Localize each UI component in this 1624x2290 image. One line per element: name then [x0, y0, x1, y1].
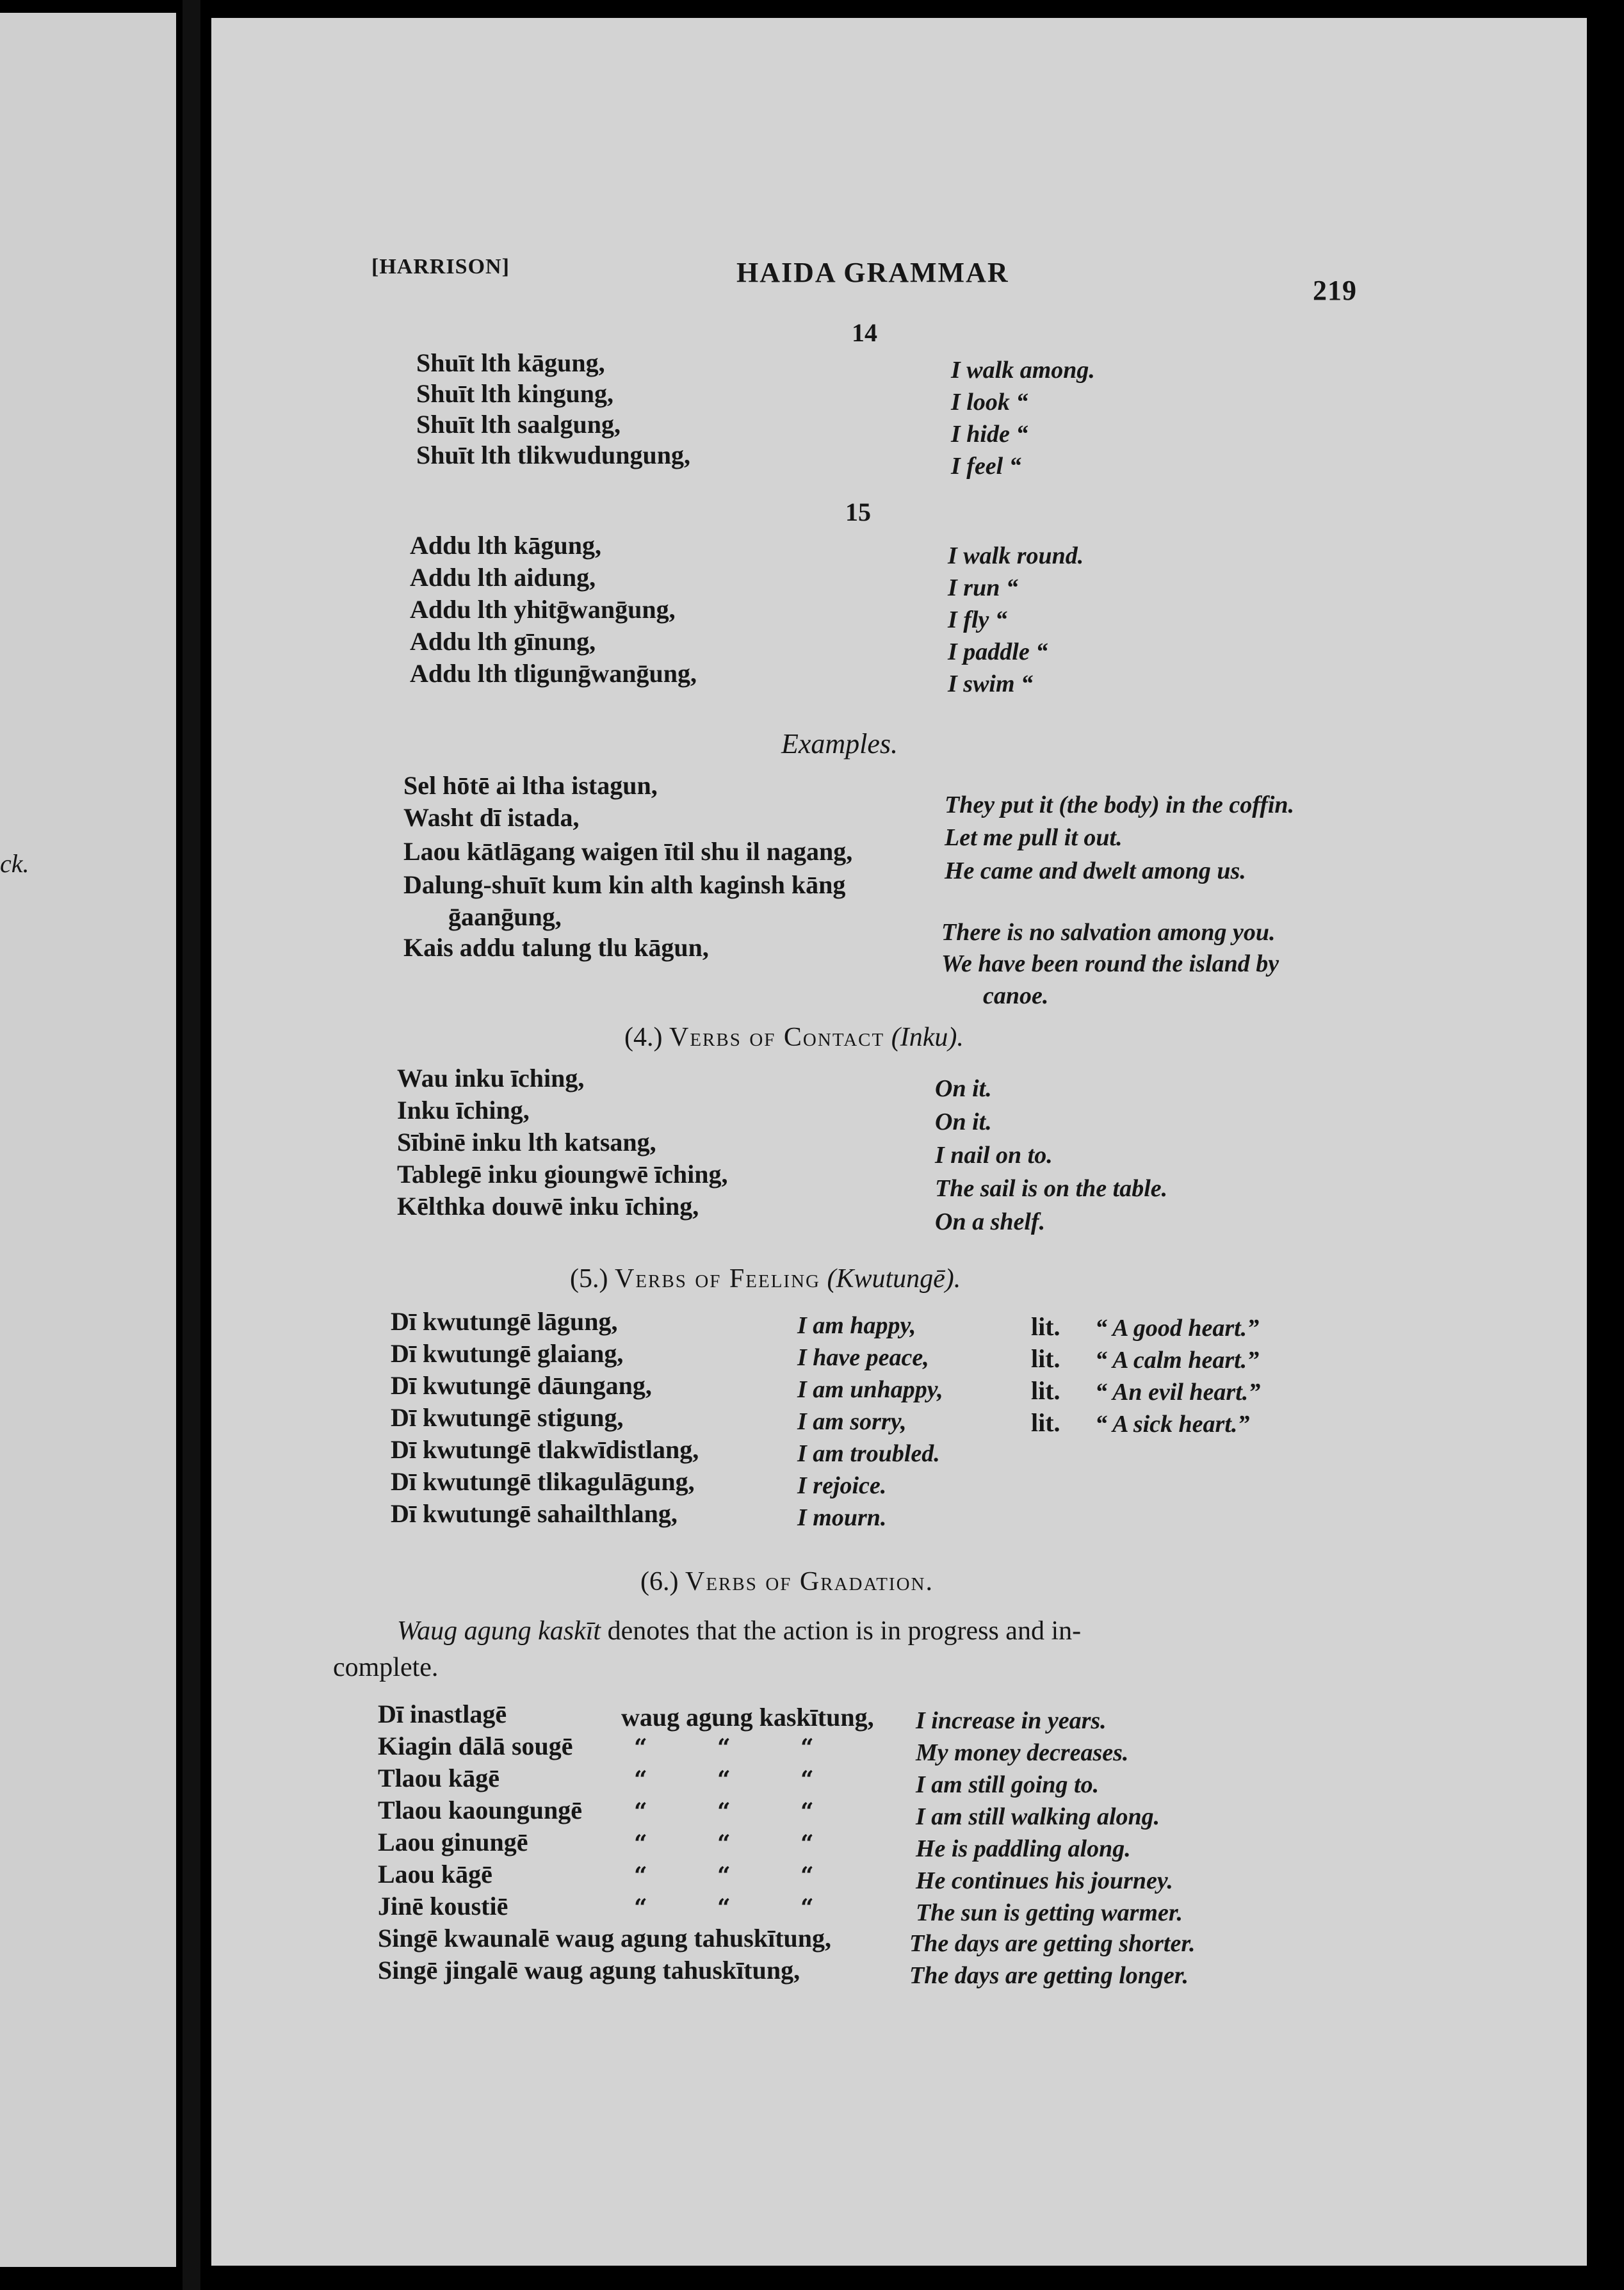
ditto-mark: “	[634, 1830, 647, 1857]
literal-gloss: “ A sick heart.”	[1095, 1411, 1250, 1438]
section-5-term: (Kwutungē).	[827, 1264, 961, 1294]
haida-line: Kēlthka douwē inku īching,	[397, 1192, 699, 1221]
haida-line: Dī kwutungē tlikagulāgung,	[391, 1467, 695, 1496]
group-number-15: 15	[845, 498, 871, 526]
ditto-mark: “	[800, 1766, 814, 1793]
haida-line: Dī inastlagē	[378, 1700, 507, 1728]
haida-line: Dalung-shuīt kum kin alth kaginsh kāng	[403, 870, 846, 899]
english-translation: I walk round.	[948, 542, 1084, 569]
english-translation: I am unhappy,	[797, 1376, 943, 1403]
section-4-term: (Inku).	[891, 1023, 964, 1052]
haida-line: Kiagin dālā sougē	[378, 1732, 573, 1760]
haida-line: Addu lth aidung,	[410, 563, 596, 592]
english-translation: He is paddling along.	[916, 1835, 1131, 1862]
haida-line: Addu lth tligunḡwanḡung,	[410, 659, 697, 688]
section-4-heading	[624, 1022, 964, 1053]
english-translation: I feel “	[951, 453, 1021, 480]
english-translation: The days are getting longer.	[909, 1962, 1189, 1989]
literal-gloss: “ An evil heart.”	[1095, 1379, 1261, 1406]
haida-line: Dī kwutungē tlakwīdistlang,	[391, 1435, 699, 1464]
haida-line: Inku īching,	[397, 1096, 530, 1125]
book-page	[211, 18, 1587, 2266]
ditto-mark: “	[717, 1862, 731, 1889]
examples-heading: Examples.	[781, 728, 898, 759]
ditto-mark: “	[800, 1894, 814, 1921]
section-4-title: Verbs of Contact	[669, 1023, 885, 1052]
english-translation: I paddle “	[948, 638, 1048, 665]
english-translation: I rejoice.	[797, 1472, 887, 1499]
english-translation: I fly “	[948, 606, 1007, 633]
english-translation: He came and dwelt among us.	[945, 857, 1246, 884]
haida-line: Shuīt lth tlikwudungung,	[416, 441, 691, 469]
haida-line: Singē jingalē waug agung tahuskītung,	[378, 1956, 800, 1985]
haida-line: Sībinē inku lth katsang,	[397, 1128, 656, 1157]
haida-line: Laou kātlāgang waigen ītil shu il nagang,	[403, 837, 853, 866]
haida-line: Washt dī istada,	[403, 803, 580, 832]
haida-line: Addu lth kāgung,	[410, 531, 602, 560]
literal-gloss: “ A calm heart.”	[1095, 1347, 1260, 1374]
english-translation: I have peace,	[797, 1344, 929, 1371]
left-page-margin	[0, 13, 176, 2267]
english-translation: I walk among.	[951, 357, 1095, 384]
literal-marker: lit.	[1031, 1408, 1060, 1437]
section-6-title: Verbs of Gradation.	[685, 1567, 934, 1596]
haida-line: Laou kāgē	[378, 1860, 492, 1888]
section-5-title: Verbs of Feeling	[614, 1264, 820, 1294]
haida-line: Dī kwutungē glaiang,	[391, 1339, 624, 1368]
english-translation: On a shelf.	[935, 1208, 1046, 1235]
haida-line: Shuīt lth saalgung,	[416, 410, 621, 439]
haida-line: Wau inku īching,	[397, 1064, 585, 1092]
section-4-number: (4.)	[624, 1023, 663, 1052]
haida-line: Addu lth yhitḡwanḡung,	[410, 595, 676, 624]
english-translation: On it.	[935, 1108, 992, 1135]
english-translation: The sun is getting warmer.	[916, 1899, 1183, 1926]
ditto-mark: “	[634, 1862, 647, 1889]
gradation-term: Waug agung kaskīt	[397, 1616, 601, 1646]
english-translation: I run “	[948, 574, 1018, 601]
section-6-heading	[640, 1566, 934, 1597]
english-translation: My money decreases.	[916, 1739, 1129, 1766]
page-number: 219	[1313, 275, 1357, 306]
haida-line: Kais addu talung tlu kāgun,	[403, 933, 709, 962]
haida-line: Addu lth gīnung,	[410, 627, 596, 656]
haida-line: Jinē koustiē	[378, 1892, 508, 1921]
left-page-fragment: ck.	[0, 849, 29, 878]
ditto-mark: “	[717, 1830, 731, 1857]
english-translation: I am still walking along.	[916, 1803, 1160, 1830]
english-translation: There is no salvation among you.	[941, 919, 1276, 946]
english-translation: On it.	[935, 1075, 992, 1102]
literal-marker: lit.	[1031, 1312, 1060, 1341]
group-number-14: 14	[852, 318, 877, 347]
ditto-mark: “	[634, 1894, 647, 1921]
english-translation: He continues his journey.	[916, 1867, 1173, 1894]
haida-line: Sel hōtē ai ltha istagun,	[403, 771, 658, 800]
literal-marker: lit.	[1031, 1376, 1060, 1405]
gradation-paragraph-text: denotes that the action is in progress and in-	[601, 1616, 1082, 1646]
book-gutter	[183, 0, 200, 2290]
header-author: [HARRISON]	[371, 255, 510, 279]
haida-line: Dī kwutungē sahailthlang,	[391, 1499, 678, 1528]
english-translation: I hide “	[951, 421, 1028, 448]
header-title: HAIDA GRAMMAR	[736, 257, 1009, 288]
english-translation: The sail is on the table.	[935, 1175, 1168, 1202]
literal-marker: lit.	[1031, 1344, 1060, 1373]
ditto-mark: “	[634, 1798, 647, 1825]
haida-line: Tlaou kaoungungē	[378, 1796, 583, 1824]
english-translation: I look “	[951, 389, 1028, 416]
ditto-mark: “	[634, 1766, 647, 1793]
english-translation: I increase in years.	[916, 1707, 1107, 1734]
english-translation: I nail on to.	[935, 1142, 1053, 1169]
ditto-mark: “	[717, 1798, 731, 1825]
ditto-mark: “	[634, 1734, 647, 1761]
english-translation: I am still going to.	[916, 1771, 1100, 1798]
haida-line: Dī kwutungē lāgung,	[391, 1307, 618, 1336]
haida-line: Dī kwutungē stigung,	[391, 1403, 624, 1432]
english-translation: I swim “	[948, 670, 1034, 697]
haida-line: Shuīt lth kingung,	[416, 379, 613, 408]
haida-line: Tablegē inku gioungwē īching,	[397, 1160, 728, 1189]
english-translation: I am troubled.	[797, 1440, 940, 1467]
gradation-paragraph-line-1	[397, 1616, 1081, 1646]
english-translation: Let me pull it out.	[945, 824, 1123, 851]
ditto-mark: “	[717, 1766, 731, 1793]
haida-line: Laou ginungē	[378, 1828, 528, 1856]
haida-line: ḡaanḡung,	[448, 902, 562, 931]
section-6-number: (6.)	[640, 1567, 679, 1596]
english-translation: They put it (the body) in the coffin.	[945, 792, 1295, 818]
english-translation: We have been round the island by	[941, 950, 1279, 977]
ditto-mark: “	[717, 1894, 731, 1921]
haida-line: Tlaou kāgē	[378, 1764, 500, 1792]
haida-line: Singē kwaunalē waug agung tahuskītung,	[378, 1924, 832, 1953]
ditto-mark: “	[800, 1830, 814, 1857]
haida-line: Shuīt lth kāgung,	[416, 348, 605, 377]
english-translation: I am sorry,	[797, 1408, 907, 1435]
gradation-phrase: waug agung kaskītung,	[621, 1703, 874, 1732]
english-translation: The days are getting shorter.	[909, 1930, 1196, 1957]
english-translation: I mourn.	[797, 1504, 887, 1531]
english-translation: I am happy,	[797, 1312, 916, 1339]
haida-line: Dī kwutungē dāungang,	[391, 1371, 652, 1400]
section-5-number: (5.)	[570, 1264, 608, 1294]
ditto-mark: “	[800, 1734, 814, 1761]
literal-gloss: “ A good heart.”	[1095, 1315, 1260, 1342]
ditto-mark: “	[717, 1734, 731, 1761]
section-5-heading	[570, 1263, 961, 1294]
ditto-mark: “	[800, 1798, 814, 1825]
gradation-paragraph-line-2: complete.	[333, 1653, 439, 1682]
english-translation: canoe.	[983, 982, 1049, 1009]
ditto-mark: “	[800, 1862, 814, 1889]
